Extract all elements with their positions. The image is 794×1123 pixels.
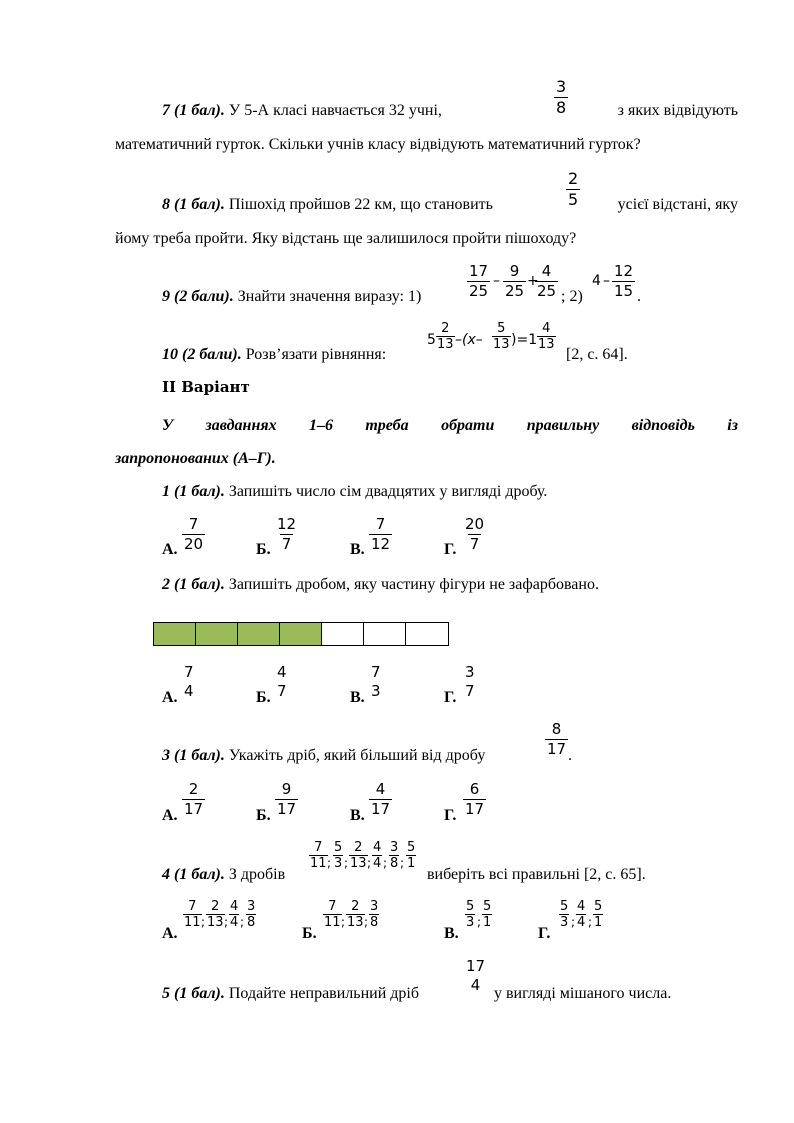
fraction-denominator: 25	[505, 282, 525, 300]
task-9-fraction-2	[503, 264, 526, 299]
fraction-denominator: 25	[469, 282, 489, 300]
instruction-word: 1–6	[308, 417, 333, 434]
task-10-mid: –(x–	[455, 332, 483, 348]
q3-option-v-fraction	[369, 782, 392, 817]
q3-end: .	[568, 747, 572, 764]
fraction-denominator: 15	[614, 282, 634, 300]
variant-title: ІІ Варіант	[162, 378, 250, 396]
separator: ;	[201, 915, 206, 929]
q4-fraction-4	[372, 841, 382, 870]
fraction-denominator: 20	[184, 535, 204, 553]
q1-option-b-fraction	[275, 517, 298, 552]
fraction-denominator: 1	[483, 915, 492, 930]
fraction-denominator: 25	[537, 282, 557, 300]
fraction-denominator: 13	[538, 337, 555, 352]
fraction-denominator: 11	[184, 915, 201, 930]
q3-option-a-label: А.	[162, 807, 178, 824]
q4-fraction-2	[333, 841, 343, 870]
separator: ;	[327, 856, 332, 870]
q3-line	[162, 748, 485, 764]
q4-head: 4 (1 бал).	[162, 866, 225, 883]
fraction-numerator: 4	[375, 780, 386, 798]
fraction-numerator: 2	[211, 899, 220, 914]
task-10-whole-1: 5	[427, 332, 436, 348]
fraction-denominator: 7	[281, 535, 292, 553]
task-10-text: Розв’язати рівняння:	[245, 346, 387, 363]
instruction-word: обрати	[441, 417, 495, 434]
q2-line	[162, 577, 599, 593]
task-9-whole: 4	[592, 273, 601, 289]
q2-option-g-label: Г.	[444, 689, 457, 706]
fraction-numerator: 3	[390, 840, 399, 855]
task-9-text: Знайти значення виразу: 1)	[237, 288, 422, 305]
q2-option-b-fraction	[275, 665, 289, 699]
fraction-numerator: 5	[483, 899, 492, 914]
fraction-denominator: 17	[184, 800, 204, 818]
q5-text-1: Подайте неправильний дріб	[228, 985, 419, 1002]
q4-fraction-6	[406, 841, 416, 870]
task-7-fraction	[554, 79, 568, 116]
fraction-numerator: 7	[314, 840, 323, 855]
q1-head: 1 (1 бал).	[162, 483, 225, 500]
task-8-head: 8 (1 бал).	[162, 196, 225, 213]
fraction-numerator: 4	[373, 840, 382, 855]
unshaded-part	[322, 623, 364, 645]
q4-option-b-fraction-2	[346, 900, 365, 929]
fraction-numerator: 6	[469, 780, 480, 798]
q1-option-g-label: Г.	[444, 541, 457, 558]
separator: ;	[224, 915, 229, 929]
unshaded-part	[406, 623, 448, 645]
task-8-text-2: усієї відстані, яку	[617, 196, 738, 213]
fraction-numerator: 4	[577, 899, 586, 914]
fraction-numerator: 8	[551, 720, 562, 738]
task-9-end: .	[637, 288, 641, 305]
q1-option-v-label: В.	[350, 541, 365, 558]
q1-option-g-fraction	[463, 517, 486, 552]
q3-option-g-label: Г.	[444, 807, 457, 824]
q4-fraction-1	[309, 841, 328, 870]
fraction-numerator: 4	[230, 899, 239, 914]
q2-option-v-label: В.	[350, 689, 365, 706]
task-10-line	[162, 347, 386, 363]
separator: ;	[240, 915, 245, 929]
fraction-numerator: 7	[184, 663, 194, 681]
q3-fraction	[545, 722, 568, 757]
fraction-numerator: 2	[568, 169, 579, 188]
task-9-mid: ; 2)	[561, 288, 583, 305]
q2-fraction-figure	[153, 622, 449, 646]
separator: ;	[364, 915, 369, 929]
shaded-part	[280, 623, 322, 645]
instruction-word: із	[727, 417, 738, 434]
task-9-line	[162, 289, 421, 305]
fraction-numerator: 2	[354, 840, 363, 855]
plus-sign: +	[527, 273, 539, 289]
fraction-denominator: 12	[371, 535, 391, 553]
q1-line	[162, 484, 547, 500]
separator: ;	[383, 856, 388, 870]
q2-option-b-label: Б.	[256, 689, 271, 706]
fraction-denominator: 13	[437, 337, 454, 352]
fraction-numerator: 5	[497, 321, 506, 336]
task-10-ref: [2, с. 64].	[566, 346, 628, 363]
instruction-word: У	[162, 417, 174, 434]
task-8-fraction	[566, 171, 580, 208]
fraction-numerator: 2	[188, 780, 199, 798]
task-10-fraction-2	[492, 322, 511, 351]
instruction-word: відповідь	[631, 417, 695, 434]
fraction-numerator: 7	[371, 663, 381, 681]
task-10-eq: )=1	[511, 332, 538, 348]
fraction-numerator: 9	[509, 262, 520, 280]
q4-text-1: З дробів	[228, 866, 286, 883]
variant-instruction-line-2: запропонованих (А–Г).	[115, 450, 276, 467]
fraction-denominator: 13	[350, 856, 367, 871]
task-10-fraction-1	[436, 322, 455, 351]
fraction-denominator: 3	[466, 915, 475, 930]
fraction-denominator: 7	[465, 682, 475, 700]
separator: ;	[477, 915, 482, 929]
q3-option-a-fraction	[182, 782, 205, 817]
task-8-text-1: Пішохід пройшов 22 км, що становить	[228, 196, 493, 213]
fraction-denominator: 11	[324, 915, 341, 930]
fraction-denominator: 4	[470, 976, 481, 994]
fraction-denominator: 1	[407, 856, 416, 871]
q2-option-a-label: А.	[162, 689, 178, 706]
q4-option-a-fraction-2	[206, 900, 225, 929]
q2-head: 2 (1 бал).	[162, 576, 225, 593]
fraction-numerator: 12	[614, 262, 634, 280]
separator: ;	[344, 856, 349, 870]
q4-option-a-fraction-4	[246, 900, 256, 929]
task-9-fraction-1	[467, 264, 490, 299]
fraction-numerator: 3	[247, 899, 256, 914]
fraction-denominator: 13	[207, 915, 224, 930]
fraction-numerator: 3	[370, 899, 379, 914]
q3-text: Укажіть дріб, який більший від дробу	[228, 747, 486, 764]
fraction-denominator: 1	[594, 915, 603, 930]
task-10-fraction-3	[537, 322, 556, 351]
fraction-denominator: 17	[371, 800, 391, 818]
shaded-part	[196, 623, 238, 645]
fraction-numerator: 7	[188, 899, 197, 914]
separator: ;	[341, 915, 346, 929]
task-7-head: 7 (1 бал).	[162, 102, 225, 119]
q5-line-start	[162, 986, 419, 1002]
q4-line-start	[162, 867, 285, 883]
q4-option-g-label: Г.	[538, 925, 551, 942]
fraction-numerator: 5	[334, 840, 343, 855]
minus-sign: –	[493, 273, 500, 289]
task-9-head: 9 (2 бали).	[162, 288, 234, 305]
q1-text: Запишіть число сім двадцятих у вигляді дробу.	[228, 483, 548, 500]
q4-fraction-5	[389, 841, 399, 870]
fraction-numerator: 5	[407, 840, 416, 855]
fraction-numerator: 4	[541, 262, 552, 280]
fraction-denominator: 17	[547, 740, 567, 758]
shaded-part	[154, 623, 196, 645]
q5-text-2: у вигляді мішаного числа.	[494, 985, 672, 1002]
q3-option-v-label: В.	[350, 807, 365, 824]
fraction-numerator: 3	[556, 77, 567, 96]
fraction-numerator: 2	[441, 321, 450, 336]
fraction-denominator: 8	[247, 915, 256, 930]
fraction-denominator: 17	[465, 800, 485, 818]
task-8-line-1	[162, 197, 738, 213]
minus-sign: –	[603, 273, 610, 289]
q5-fraction	[464, 959, 487, 993]
instruction-word: завданнях	[205, 417, 277, 434]
task-7-text-2: з яких відвідують	[617, 102, 738, 119]
q3-option-b-label: Б.	[256, 807, 271, 824]
q3-option-b-fraction	[275, 782, 298, 817]
separator: ;	[588, 915, 593, 929]
unshaded-part	[364, 623, 406, 645]
q4-option-a-label: А.	[162, 925, 178, 942]
fraction-denominator: 8	[390, 856, 399, 871]
q4-option-b-fraction-1	[323, 900, 342, 929]
fraction-numerator: 5	[466, 899, 475, 914]
fraction-numerator: 7	[328, 899, 337, 914]
task-8-line-2: йому треба пройти. Яку відстань ще залишилося пройти пішоходу?	[115, 230, 577, 247]
task-7-line-2: математичний гурток. Скільки учнів класу відвідують математичний гурток?	[115, 136, 641, 153]
fraction-numerator: 2	[351, 899, 360, 914]
fraction-denominator: 4	[577, 915, 586, 930]
q3-head: 3 (1 бал).	[162, 747, 225, 764]
fraction-denominator: 3	[560, 915, 569, 930]
q4-option-v-fraction-2	[482, 900, 492, 929]
q1-option-a-fraction	[182, 517, 205, 552]
q2-option-v-fraction	[369, 665, 383, 699]
separator: ;	[400, 856, 405, 870]
fraction-numerator: 3	[465, 663, 475, 681]
variant-instruction-line-1	[162, 418, 738, 434]
fraction-numerator: 7	[188, 515, 199, 533]
fraction-numerator: 5	[560, 899, 569, 914]
shaded-part	[238, 623, 280, 645]
q1-option-v-fraction	[369, 517, 392, 552]
q4-option-b-fraction-3	[369, 900, 379, 929]
q4-option-v-fraction-1	[465, 900, 475, 929]
q4-option-g-fraction-1	[559, 900, 569, 929]
q4-option-v-label: В.	[444, 925, 459, 942]
fraction-denominator: 13	[347, 915, 364, 930]
task-7-text-1: У 5-А класі навчається 32 учні,	[228, 102, 442, 119]
fraction-denominator: 8	[370, 915, 379, 930]
fraction-denominator: 7	[277, 682, 287, 700]
q5-head: 5 (1 бал).	[162, 985, 225, 1002]
q4-option-g-fraction-3	[593, 900, 603, 929]
fraction-denominator: 4	[184, 682, 194, 700]
fraction-denominator: 3	[334, 856, 343, 871]
q2-option-a-fraction	[182, 665, 196, 699]
instruction-word: треба	[365, 417, 409, 434]
fraction-denominator: 8	[556, 98, 567, 117]
q4-text-2: виберіть всі правильні [2, с. 65].	[427, 866, 646, 883]
q4-option-a-fraction-3	[229, 900, 239, 929]
fraction-numerator: 4	[542, 321, 551, 336]
task-9-fraction-3	[535, 264, 558, 299]
fraction-numerator: 17	[466, 957, 486, 975]
fraction-numerator: 7	[375, 515, 386, 533]
fraction-numerator: 5	[594, 899, 603, 914]
q1-option-b-label: Б.	[256, 541, 271, 558]
separator: ;	[367, 856, 372, 870]
fraction-denominator: 13	[493, 337, 510, 352]
fraction-numerator: 20	[465, 515, 485, 533]
separator: ;	[571, 915, 576, 929]
fraction-denominator: 3	[371, 682, 381, 700]
q4-option-g-fraction-2	[576, 900, 586, 929]
fraction-denominator: 4	[373, 856, 382, 871]
fraction-numerator: 12	[277, 515, 297, 533]
q2-text: Запишіть дробом, яку частину фігури не зафарбовано.	[228, 576, 599, 593]
task-9-fraction-4	[612, 264, 635, 299]
task-7-line-1	[162, 103, 738, 119]
q4-fraction-3	[349, 841, 368, 870]
instruction-word: правильну	[526, 417, 600, 434]
fraction-denominator: 7	[469, 535, 480, 553]
q2-option-g-fraction	[463, 665, 477, 699]
fraction-denominator: 5	[568, 190, 579, 209]
fraction-numerator: 17	[469, 262, 489, 280]
fraction-numerator: 4	[277, 663, 287, 681]
fraction-numerator: 9	[281, 780, 292, 798]
fraction-denominator: 4	[230, 915, 239, 930]
q4-option-a-fraction-1	[183, 900, 202, 929]
q4-option-b-label: Б.	[302, 925, 317, 942]
fraction-denominator: 17	[277, 800, 297, 818]
q3-option-g-fraction	[463, 782, 486, 817]
task-10-head: 10 (2 бали).	[162, 346, 242, 363]
fraction-denominator: 11	[310, 856, 327, 871]
q1-option-a-label: А.	[162, 541, 178, 558]
